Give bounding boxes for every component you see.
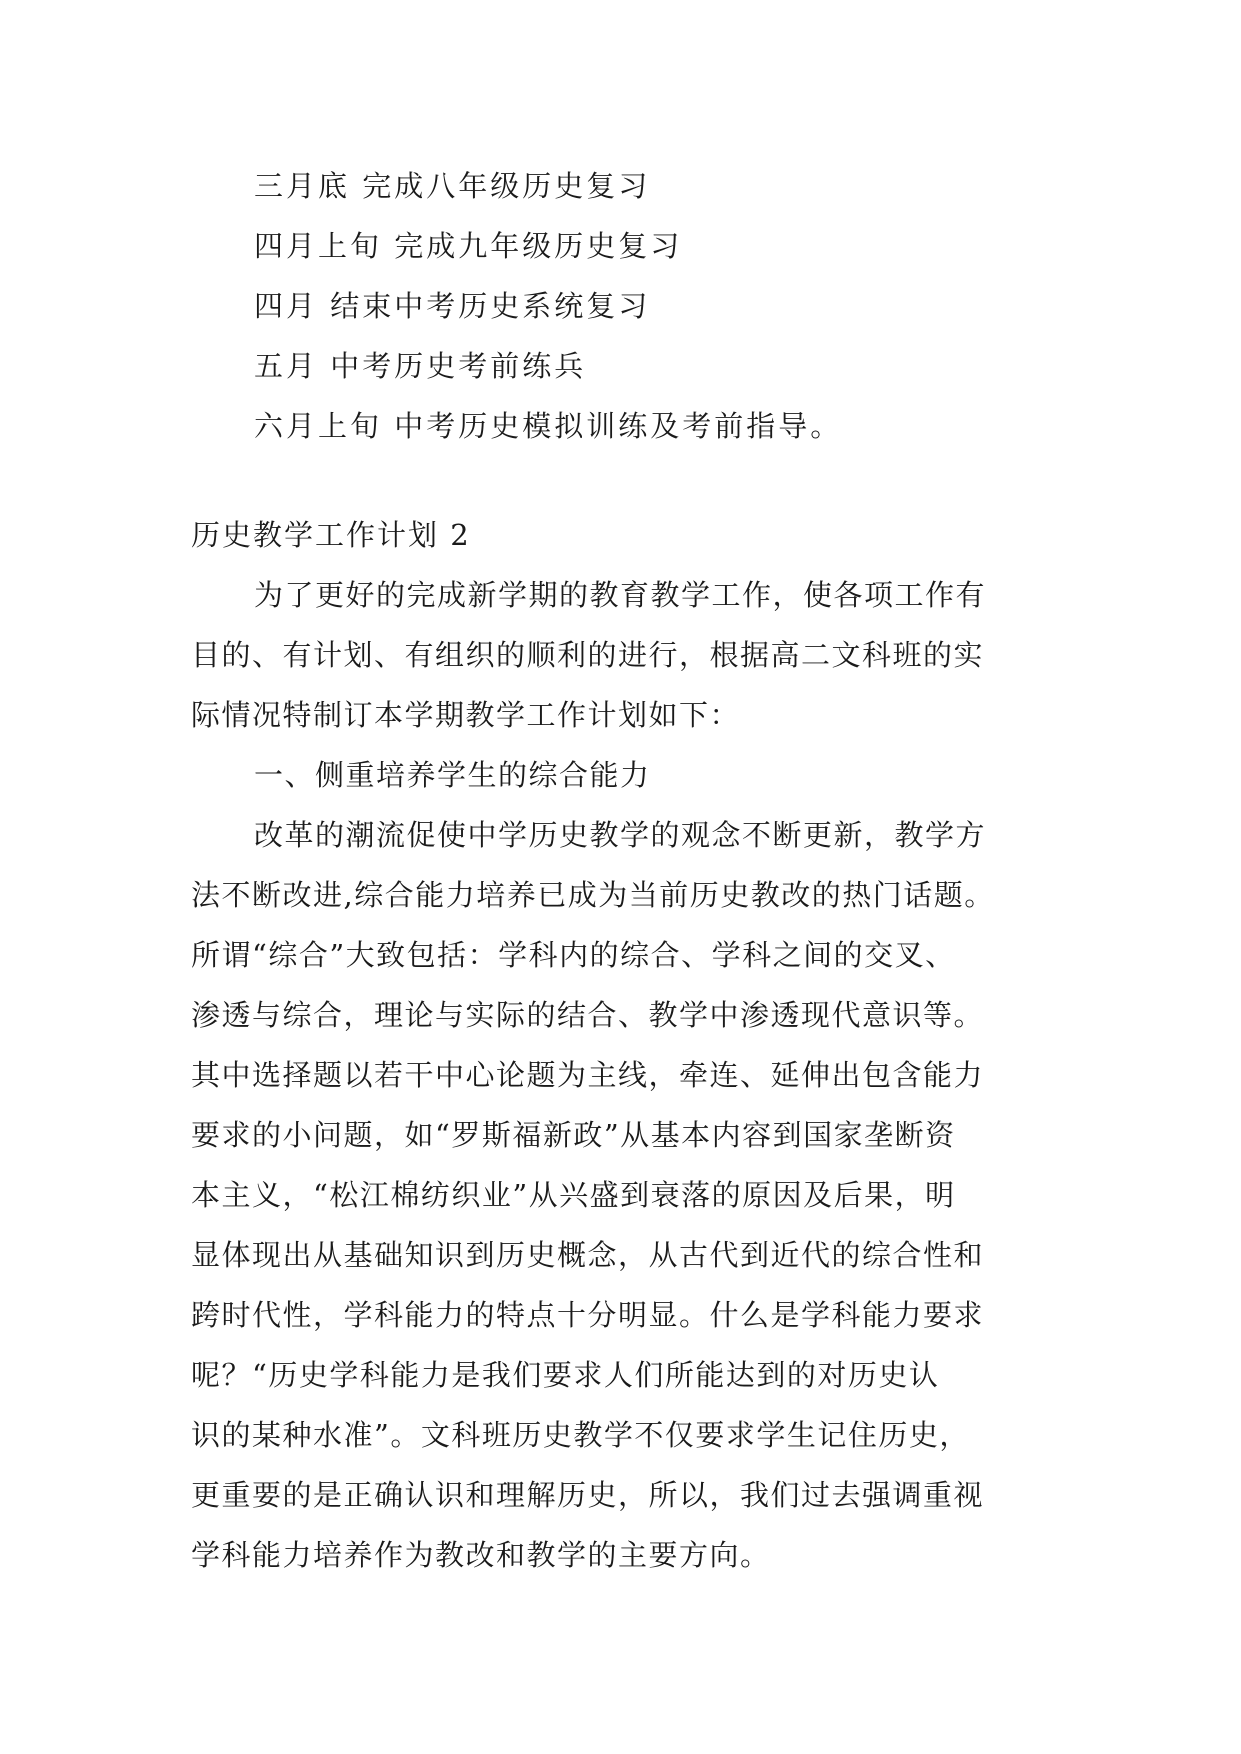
paragraph-line: 更重要的是正确认识和理解历史，所以，我们过去强调重视 (191, 1478, 985, 1512)
paragraph-line: 为了更好的完成新学期的教育教学工作，使各项工作有 (254, 578, 987, 612)
paragraph-line: 渗透与综合，理论与实际的结合、教学中渗透现代意识等。 (191, 998, 985, 1032)
paragraph-line: 呢？“历史学科能力是我们要求人们所能达到的对历史认 (191, 1358, 940, 1392)
paragraph-line: 识的某种水准”。文科班历史教学不仅要求学生记住历史， (191, 1418, 970, 1452)
schedule-item-may: 五月 中考历史考前练兵 (254, 349, 587, 383)
paragraph-line: 跨时代性，学科能力的特点十分明显。什么是学科能力要求 (191, 1298, 985, 1332)
paragraph-line: 学科能力培养作为教改和教学的主要方向。 (191, 1538, 771, 1572)
paragraph-line: 所谓“综合”大致包括：学科内的综合、学科之间的交叉、 (191, 938, 956, 972)
paragraph-line: 法不断改进,综合能力培养已成为当前历史教改的热门话题。 (191, 878, 995, 912)
paragraph-line: 本主义，“松江棉纺织业”从兴盛到衰落的原因及后果，明 (191, 1178, 956, 1212)
paragraph-line: 际情况特制订本学期教学工作计划如下： (191, 698, 741, 732)
schedule-item-early-april: 四月上旬 完成九年级历史复习 (254, 229, 683, 263)
section-title: 历史教学工作计划 2 (191, 518, 471, 552)
schedule-item-march: 三月底 完成八年级历史复习 (254, 169, 651, 203)
schedule-item-april: 四月 结束中考历史系统复习 (254, 289, 651, 323)
schedule-item-early-june: 六月上旬 中考历史模拟训练及考前指导。 (254, 409, 843, 443)
paragraph-line: 要求的小问题，如“罗斯福新政”从基本内容到国家垄断资 (191, 1118, 956, 1152)
subheading: 一、侧重培养学生的综合能力 (254, 758, 651, 792)
paragraph-line: 其中选择题以若干中心论题为主线，牵连、延伸出包含能力 (191, 1058, 985, 1092)
paragraph-line: 显体现出从基础知识到历史概念，从古代到近代的综合性和 (191, 1238, 985, 1272)
paragraph-line: 目的、有计划、有组织的顺利的进行，根据高二文科班的实 (191, 638, 985, 672)
paragraph-line: 改革的潮流促使中学历史教学的观念不断更新，教学方 (254, 818, 987, 852)
